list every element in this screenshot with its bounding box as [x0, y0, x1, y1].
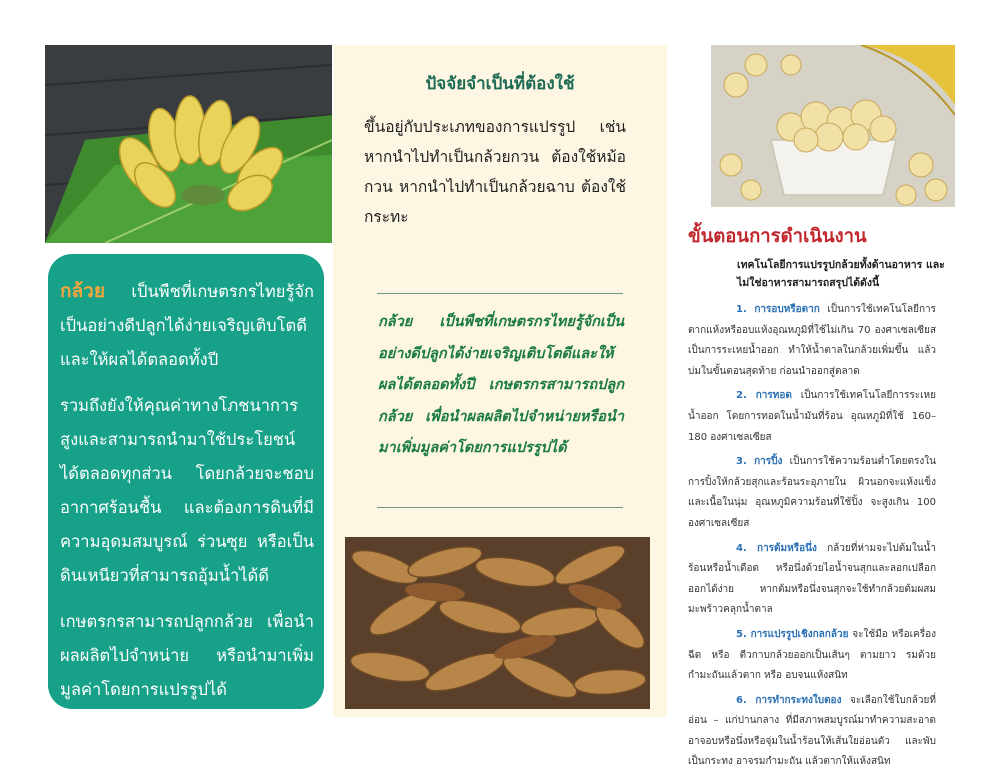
banana-chips-photo	[711, 45, 955, 207]
factors-text: ขึ้นอยู่กับประเภทของการแปรรูป เช่น หากนำไปทำเป็นกล้วยกวน ต้องใช้หม้อกวน หากนำไปทำเป็นกล้วยฉาบ ต้องใช้กระทะ	[364, 118, 626, 226]
dried-banana-photo	[345, 537, 650, 709]
list-item: 1. การอบหรือตาก เป็นการใช้เทคโนโลยีการตากแห้งหรืออบแห้งอุณหภูมิที่ใช้ไม่เกิน 70 องศาเซลเซียส เป็นการระเหยน้ำออก ทำให้น้ำตาลในกล้วยเพิ่มขึ้น แล้วบ่มในขั้นตอนสุดท้าย ก่อนนำออกสู่ตลาด	[688, 304, 936, 377]
quote-bottom-divider	[377, 507, 623, 508]
factors-heading: ปัจจัยจำเป็นที่ต้องใช้	[425, 74, 575, 94]
nutrition-paragraph: รวมถึงยังให้คุณค่าทางโภชนาการสูงและสามารถนำมาใช้ประโยชน์ได้ตลอดทุกส่วน โดยกล้วยจะชอบอากาศร้อนชื้น และต้องการดินที่มีความอุดมสมบูรณ์ ร่วนซุย หรือเป็นดินเหนียวที่สามารถอุ้มน้ำได้ดี	[60, 396, 314, 585]
intro-text: เป็นพืชที่เกษตรกรไทยรู้จักเป็นอย่างดีปลูกได้ง่ายเจริญเติบโตดีและให้ผลได้ตลอดทั้งปี	[60, 282, 314, 369]
pull-quote: กล้วย เป็นพืชที่เกษตรกรไทยรู้จักเป็นอย่างดีปลูกได้ง่ายเจริญเติบโตดีและให้ผลได้ตลอดทั้งปี เกษตรกรสามารถปลูกกล้วย เพื่อนำผลผลิตไปจำหน่ายหรือนำมาเพิ่มมูลค่าโดยการแปรรูปได้	[378, 314, 624, 456]
list-item: 2. การทอด เป็นการใช้เทคโนโลยีการระเหยน้ำออก โดยการทอดในน้ำมันที่ร้อน อุณหภูมิที่ใช้ 160–180 องศาเซลเซียส	[688, 390, 936, 443]
intro-card	[48, 254, 324, 709]
intro-keyword: กล้วย	[60, 280, 105, 302]
list-item: 3. การปิ้ง เป็นการใช้ความร้อนต่ำโดยตรงในการปิ้งให้กล้วยสุกและร้อนระอุภายใน ผิวนอกจะแห้งแข็ง และเนื้อในนุ่ม อุณหภูมิความร้อนที่ใช้ปิ้ง จะสูงเกิน 100 องศาเซลเซียส	[688, 456, 936, 529]
procedure-steps	[688, 300, 936, 777]
intro-paragraph	[60, 274, 314, 377]
quote-top-divider	[377, 293, 623, 294]
list-item: 4. การต้มหรือนึ่ง กล้วยที่ห่ามจะไปต้มในน้ำร้อนหรือน้ำเดือด หรือนึ่งด้วยไอน้ำจนสุกและลอกเปลือกออกได้ง่าย หากต้มหรือนึ่งจนสุกจะใช้ทำกล้วยต้มผสมมะพร้าวคลุกน้ำตาล	[688, 542, 936, 616]
banana-bunch-photo	[45, 45, 332, 243]
list-item: 5. การแปรรูปเชิงกลกล้วย จะใช้มือ หรือเครื่องฉีด หรือ ตีวกาบกล้วยออกเป็นเส้นๆ ตามยาว รมด้วยกำมะถันแล้วตาก หรือ อบจนแห้งสนิท	[688, 628, 936, 682]
procedure-heading: ขั้นตอนการดำเนินงาน	[688, 226, 867, 247]
procedure-intro: เทคโนโลยีการแปรรูปกล้วยทั้งด้านอาหาร และไม่ใช่อาหารสามารถสรุปได้ดังนี้	[737, 259, 945, 289]
farming-paragraph: เกษตรกรสามารถปลูกกล้วย เพื่อนำผลผลิตไปจำหน่าย หรือนำมาเพิ่มมูลค่าโดยการแปรรูปได้	[60, 612, 314, 699]
list-item: 6. การทำกระทงใบตอง จะเลือกใช้ใบกล้วยที่ อ่อน – แก่ปานกลาง ที่มีสภาพสมบูรณ์มาทำความสะอาด อาจอบหรือนึ่งหรือจุ่มในน้ำร้อนให้เส้นใยอ่อนตัว และพับเป็นกระทง อาจรมกำมะถัน แล้วตากให้แห้งสนิท	[688, 694, 936, 768]
